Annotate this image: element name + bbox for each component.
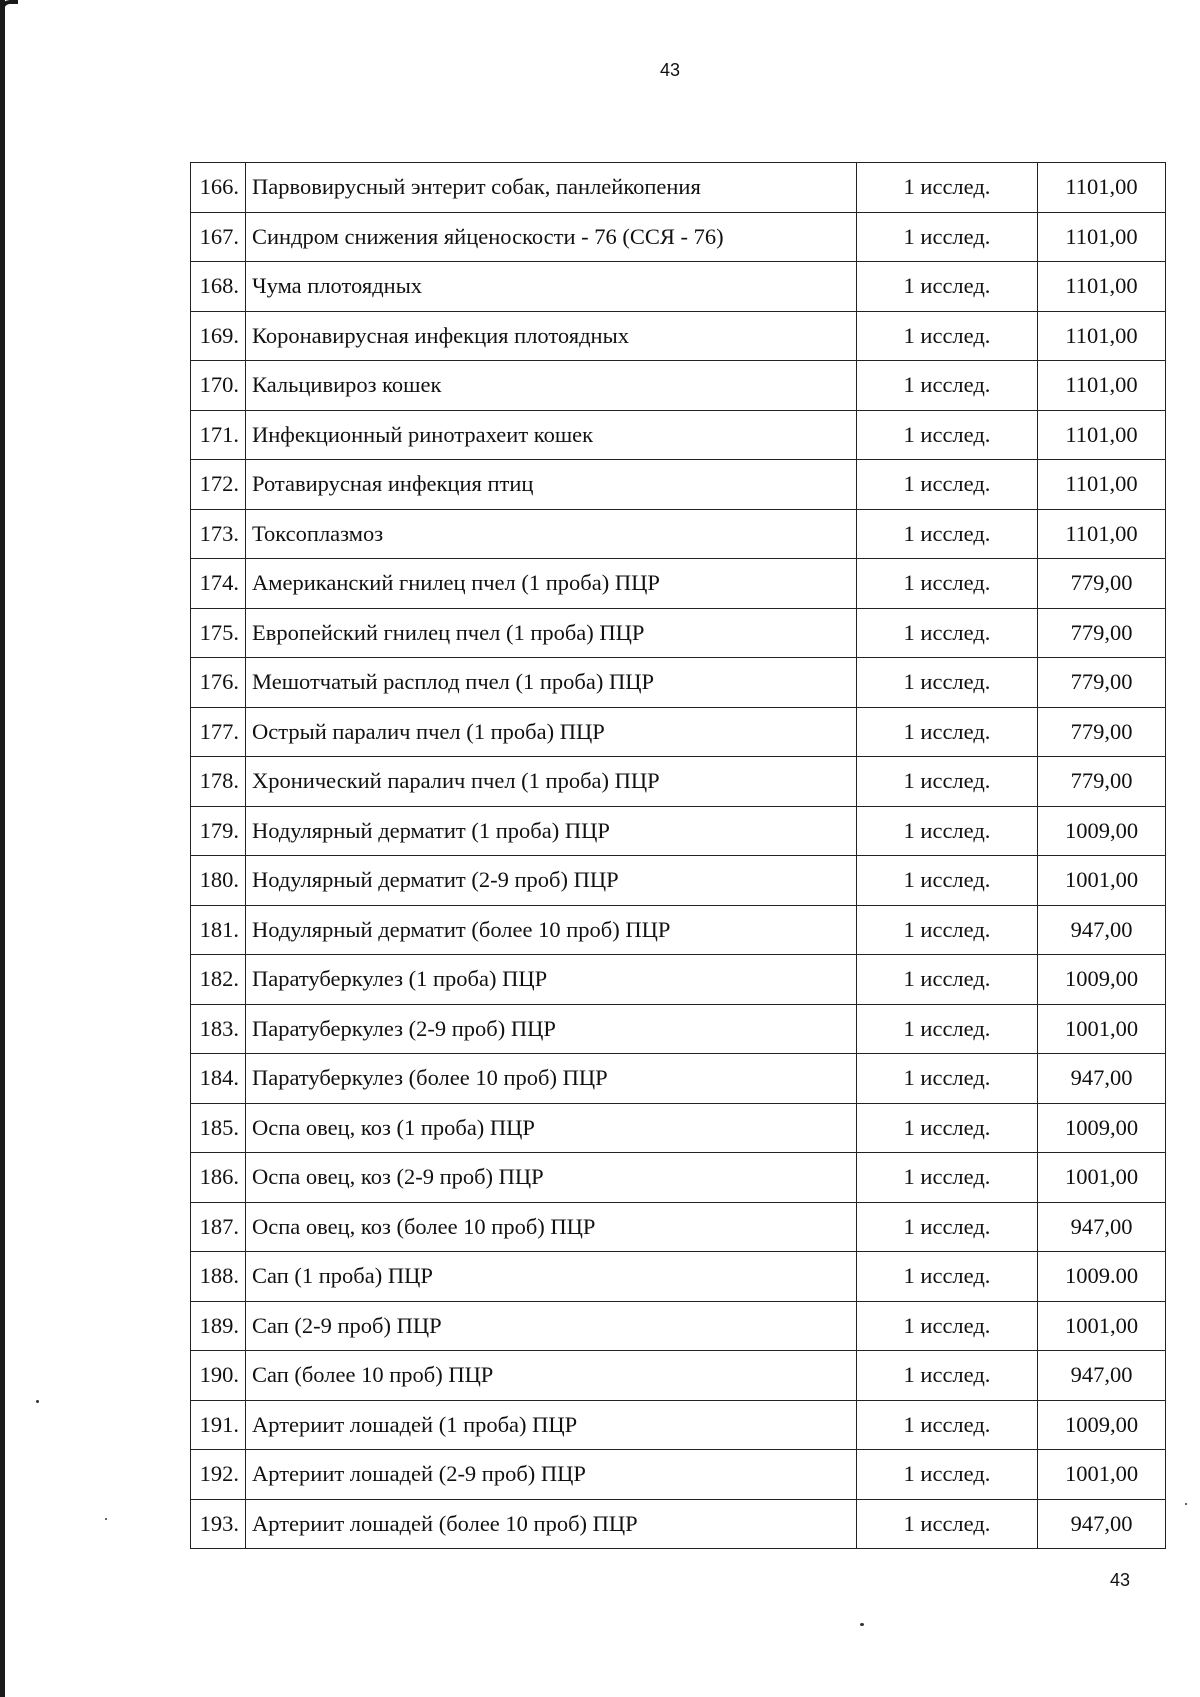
service-name: Сап (1 проба) ПЦР xyxy=(246,1252,857,1302)
scan-speck xyxy=(1185,1503,1187,1505)
service-name: Парвовирусный энтерит собак, панлейкопения xyxy=(246,163,857,213)
price-cell: 1001,00 xyxy=(1038,1301,1166,1351)
service-name: Острый паралич пчел (1 проба) ПЦР xyxy=(246,707,857,757)
unit-cell: 1 исслед. xyxy=(857,1351,1038,1401)
price-cell: 1101,00 xyxy=(1038,311,1166,361)
price-cell: 947,00 xyxy=(1038,1499,1166,1549)
price-cell: 1101,00 xyxy=(1038,509,1166,559)
service-name: Кальцивироз кошек xyxy=(246,361,857,411)
row-number: 183. xyxy=(191,1004,246,1054)
unit-cell: 1 исслед. xyxy=(857,1499,1038,1549)
unit-cell: 1 исслед. xyxy=(857,1252,1038,1302)
table-row xyxy=(191,1004,1166,1054)
table-row xyxy=(191,707,1166,757)
unit-cell: 1 исслед. xyxy=(857,509,1038,559)
price-cell: 1009,00 xyxy=(1038,1400,1166,1450)
row-number: 175. xyxy=(191,608,246,658)
row-number: 170. xyxy=(191,361,246,411)
service-name: Паратуберкулез (2-9 проб) ПЦР xyxy=(246,1004,857,1054)
row-number: 173. xyxy=(191,509,246,559)
price-cell: 779,00 xyxy=(1038,757,1166,807)
page-number-bottom: 43 xyxy=(1110,1570,1131,1590)
row-number: 185. xyxy=(191,1103,246,1153)
scan-edge xyxy=(0,0,5,1697)
table-row xyxy=(191,1202,1166,1252)
row-number: 172. xyxy=(191,460,246,510)
price-cell: 947,00 xyxy=(1038,1202,1166,1252)
unit-cell: 1 исслед. xyxy=(857,311,1038,361)
unit-cell: 1 исслед. xyxy=(857,1400,1038,1450)
unit-cell: 1 исслед. xyxy=(857,1202,1038,1252)
unit-cell: 1 исслед. xyxy=(857,856,1038,906)
page-number-top: 43 xyxy=(659,60,681,80)
table-row xyxy=(191,410,1166,460)
unit-cell: 1 исслед. xyxy=(857,559,1038,609)
scan-speck xyxy=(36,1400,39,1403)
row-number: 188. xyxy=(191,1252,246,1302)
service-name: Паратуберкулез (более 10 проб) ПЦР xyxy=(246,1054,857,1104)
price-cell: 1001,00 xyxy=(1038,1004,1166,1054)
price-cell: 1101,00 xyxy=(1038,361,1166,411)
row-number: 169. xyxy=(191,311,246,361)
row-number: 187. xyxy=(191,1202,246,1252)
unit-cell: 1 исслед. xyxy=(857,955,1038,1005)
table-row xyxy=(191,311,1166,361)
row-number: 178. xyxy=(191,757,246,807)
row-number: 176. xyxy=(191,658,246,708)
row-number: 192. xyxy=(191,1450,246,1500)
row-number: 193. xyxy=(191,1499,246,1549)
service-name: Артериит лошадей (2-9 проб) ПЦР xyxy=(246,1450,857,1500)
unit-cell: 1 исслед. xyxy=(857,410,1038,460)
price-cell: 1001,00 xyxy=(1038,1450,1166,1500)
service-name: Нодулярный дерматит (более 10 проб) ПЦР xyxy=(246,905,857,955)
unit-cell: 1 исслед. xyxy=(857,212,1038,262)
table-row xyxy=(191,1153,1166,1203)
service-name: Токсоплазмоз xyxy=(246,509,857,559)
price-cell: 947,00 xyxy=(1038,905,1166,955)
service-name: Артериит лошадей (более 10 проб) ПЦР xyxy=(246,1499,857,1549)
table-row xyxy=(191,559,1166,609)
price-cell: 1001,00 xyxy=(1038,1153,1166,1203)
row-number: 166. xyxy=(191,163,246,213)
unit-cell: 1 исслед. xyxy=(857,1004,1038,1054)
row-number: 182. xyxy=(191,955,246,1005)
table-row xyxy=(191,1252,1166,1302)
service-name: Чума плотоядных xyxy=(246,262,857,312)
unit-cell: 1 исслед. xyxy=(857,1301,1038,1351)
table-row xyxy=(191,955,1166,1005)
service-name: Хронический паралич пчел (1 проба) ПЦР xyxy=(246,757,857,807)
service-name: Сап (более 10 проб) ПЦР xyxy=(246,1351,857,1401)
price-cell: 1101,00 xyxy=(1038,262,1166,312)
service-name: Инфекционный ринотрахеит кошек xyxy=(246,410,857,460)
price-table xyxy=(190,162,1166,1549)
table-row xyxy=(191,856,1166,906)
unit-cell: 1 исслед. xyxy=(857,806,1038,856)
service-name: Нодулярный дерматит (2-9 проб) ПЦР xyxy=(246,856,857,906)
table-row xyxy=(191,262,1166,312)
service-name: Оспа овец, коз (2-9 проб) ПЦР xyxy=(246,1153,857,1203)
unit-cell: 1 исслед. xyxy=(857,1054,1038,1104)
price-cell: 1009.00 xyxy=(1038,1252,1166,1302)
service-name: Коронавирусная инфекция плотоядных xyxy=(246,311,857,361)
table-row xyxy=(191,1450,1166,1500)
price-cell: 1001,00 xyxy=(1038,856,1166,906)
row-number: 179. xyxy=(191,806,246,856)
price-cell: 779,00 xyxy=(1038,707,1166,757)
price-cell: 1101,00 xyxy=(1038,212,1166,262)
service-name: Паратуберкулез (1 проба) ПЦР xyxy=(246,955,857,1005)
row-number: 191. xyxy=(191,1400,246,1450)
table-row xyxy=(191,757,1166,807)
unit-cell: 1 исслед. xyxy=(857,608,1038,658)
table-row xyxy=(191,212,1166,262)
row-number: 186. xyxy=(191,1153,246,1203)
unit-cell: 1 исслед. xyxy=(857,707,1038,757)
price-cell: 947,00 xyxy=(1038,1351,1166,1401)
table-body xyxy=(191,163,1166,1549)
price-cell: 1009,00 xyxy=(1038,955,1166,1005)
unit-cell: 1 исслед. xyxy=(857,757,1038,807)
table-row xyxy=(191,163,1166,213)
price-cell: 1009,00 xyxy=(1038,1103,1166,1153)
service-name: Оспа овец, коз (1 проба) ПЦР xyxy=(246,1103,857,1153)
table-row xyxy=(191,658,1166,708)
service-name: Европейский гнилец пчел (1 проба) ПЦР xyxy=(246,608,857,658)
price-cell: 1101,00 xyxy=(1038,460,1166,510)
scan-speck xyxy=(860,1623,864,1626)
table-row xyxy=(191,1301,1166,1351)
service-name: Оспа овец, коз (более 10 проб) ПЦР xyxy=(246,1202,857,1252)
service-name: Артериит лошадей (1 проба) ПЦР xyxy=(246,1400,857,1450)
table-row xyxy=(191,1103,1166,1153)
service-name: Мешотчатый расплод пчел (1 проба) ПЦР xyxy=(246,658,857,708)
unit-cell: 1 исслед. xyxy=(857,905,1038,955)
table-row xyxy=(191,806,1166,856)
row-number: 177. xyxy=(191,707,246,757)
unit-cell: 1 исслед. xyxy=(857,658,1038,708)
price-cell: 947,00 xyxy=(1038,1054,1166,1104)
unit-cell: 1 исслед. xyxy=(857,1450,1038,1500)
unit-cell: 1 исслед. xyxy=(857,262,1038,312)
row-number: 168. xyxy=(191,262,246,312)
row-number: 174. xyxy=(191,559,246,609)
unit-cell: 1 исслед. xyxy=(857,460,1038,510)
scan-corner xyxy=(0,0,18,14)
price-cell: 779,00 xyxy=(1038,608,1166,658)
row-number: 167. xyxy=(191,212,246,262)
row-number: 184. xyxy=(191,1054,246,1104)
service-name: Сап (2-9 проб) ПЦР xyxy=(246,1301,857,1351)
price-cell: 1009,00 xyxy=(1038,806,1166,856)
table-row xyxy=(191,509,1166,559)
scan-speck xyxy=(105,1518,107,1520)
price-cell: 1101,00 xyxy=(1038,410,1166,460)
service-name: Нодулярный дерматит (1 проба) ПЦР xyxy=(246,806,857,856)
table-row xyxy=(191,1351,1166,1401)
unit-cell: 1 исслед. xyxy=(857,163,1038,213)
service-name: Синдром снижения яйценоскости - 76 (ССЯ - 76) xyxy=(246,212,857,262)
price-cell: 779,00 xyxy=(1038,658,1166,708)
table-row xyxy=(191,1400,1166,1450)
row-number: 171. xyxy=(191,410,246,460)
table-row xyxy=(191,1499,1166,1549)
row-number: 190. xyxy=(191,1351,246,1401)
table-row xyxy=(191,1054,1166,1104)
table-row xyxy=(191,608,1166,658)
unit-cell: 1 исслед. xyxy=(857,1103,1038,1153)
table-row xyxy=(191,460,1166,510)
service-name: Американский гнилец пчел (1 проба) ПЦР xyxy=(246,559,857,609)
price-cell: 1101,00 xyxy=(1038,163,1166,213)
table-row xyxy=(191,905,1166,955)
price-cell: 779,00 xyxy=(1038,559,1166,609)
service-name: Ротавирусная инфекция птиц xyxy=(246,460,857,510)
unit-cell: 1 исслед. xyxy=(857,361,1038,411)
row-number: 181. xyxy=(191,905,246,955)
row-number: 180. xyxy=(191,856,246,906)
table-row xyxy=(191,361,1166,411)
row-number: 189. xyxy=(191,1301,246,1351)
unit-cell: 1 исслед. xyxy=(857,1153,1038,1203)
